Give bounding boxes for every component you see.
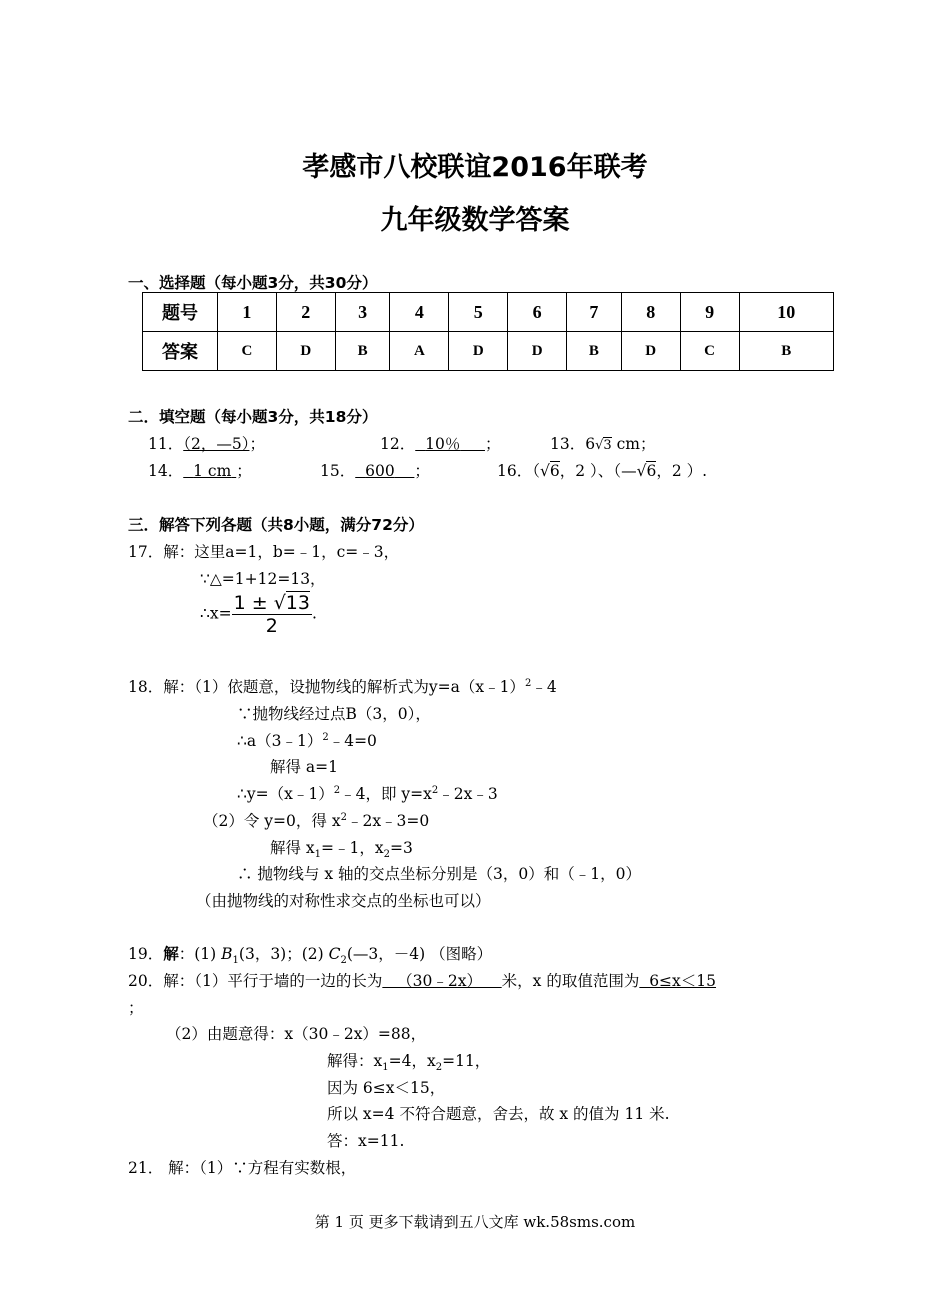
- table-cell-answer: B: [739, 332, 833, 371]
- q20-line4: 因为 6≤x＜15，: [327, 1079, 446, 1097]
- table-header-answer: 答案: [143, 332, 218, 371]
- q20-line1-end: ；: [128, 999, 144, 1017]
- q18-line5: ∴y=（x﹣1）$^2$﹣4，即 $y=x^2﹣2x﹣3$: [237, 784, 498, 803]
- table-row-numbers: [143, 293, 834, 332]
- q18-line4: 解得 a=1: [270, 758, 339, 776]
- q14-answer: 1 cm: [193, 462, 232, 480]
- table-cell-answer: D: [276, 332, 335, 371]
- fill-q15: 15． 600 ；: [320, 462, 430, 480]
- doc-title-line1: 孝感市八校联谊2016年联考: [302, 152, 648, 183]
- table-cell-answer: C: [680, 332, 739, 371]
- section2-heading: 二．填空题（每小题3分，共18分）: [128, 408, 378, 426]
- table-cell-number: 10: [739, 293, 833, 332]
- table-cell-number: 9: [680, 293, 739, 332]
- table-cell-number: 6: [508, 293, 567, 332]
- table-cell-answer: D: [449, 332, 508, 371]
- q18-line8: ∴ 抛物线与 x 轴的交点坐标分别是（3，0）和（﹣1，0）: [237, 865, 641, 883]
- table-row-answers: [143, 332, 834, 371]
- q20-line2: （2）由题意得：x（30﹣2x）=88，: [166, 1025, 427, 1043]
- q20-line6: 答：x=11.: [327, 1132, 405, 1150]
- table-cell-number: 3: [335, 293, 390, 332]
- fill-q12: 12． 10％ ；: [380, 435, 501, 453]
- q20-line1: 20．解：（1）平行于墙的一边的长为 （30﹣2x） 米，x 的取值范围为 6≤x＜15: [128, 972, 717, 990]
- table-header-number: 题号: [143, 293, 218, 332]
- table-cell-answer: D: [508, 332, 567, 371]
- q15-answer: 600: [365, 462, 395, 480]
- fill-q14: 14． 1 cm ；: [148, 462, 252, 480]
- table-cell-number: 2: [276, 293, 335, 332]
- q12-answer: 10％: [425, 435, 461, 453]
- fill-q13: 13．6√3 cm；: [550, 435, 656, 453]
- table-cell-number: 8: [621, 293, 680, 332]
- q17-line2: ∵△=1+12=13，: [200, 570, 326, 588]
- q18-line7: 解得 $x_1=﹣1$，$x_2=3$: [270, 839, 413, 861]
- table-cell-number: 1: [218, 293, 277, 332]
- answer-table: [142, 292, 834, 371]
- doc-title-line2: 九年级数学答案: [380, 205, 570, 236]
- q21-line1: 21． 解：（1）∵方程有实数根，: [128, 1159, 357, 1177]
- q17-line1: 17．解：这里a=1，b=﹣1，c=﹣3，: [128, 543, 400, 561]
- table-cell-answer: B: [567, 332, 622, 371]
- table-cell-number: 5: [449, 293, 508, 332]
- q20-line5: 所以 x=4 不符合题意，舍去，故 x 的值为 11 米.: [327, 1105, 670, 1123]
- table-cell-number: 7: [567, 293, 622, 332]
- q20-line3: 解得：$x_1=4$，$x_2=11$，: [327, 1052, 491, 1074]
- table-cell-number: 4: [390, 293, 449, 332]
- table-cell-answer: B: [335, 332, 390, 371]
- q11-answer: （2，—5）: [183, 435, 250, 453]
- q17-line3: ∴x= $\frac{1 \pm √13}{2}$ .: [200, 592, 317, 637]
- table-cell-answer: A: [390, 332, 449, 371]
- q18-line1: 18．解：（1）依题意，设抛物线的解析式为y=a（x﹣1）$^2$﹣4: [128, 677, 557, 696]
- fill-q11: 11．（2，—5）；: [148, 435, 265, 453]
- page-footer: 第 1 页 更多下载请到五八文库 wk.58sms.com: [314, 1213, 636, 1231]
- q19-line: 19．解：(1) $B_1(3$，3)；(2) $C_2(—3$，－4) （图略）: [128, 944, 493, 967]
- q18-line6: （2）令 y=0，得 $x^2﹣2x﹣3=0$: [203, 811, 430, 830]
- table-cell-answer: D: [621, 332, 680, 371]
- q18-line2: ∵抛物线经过点B（3，0），: [237, 705, 431, 723]
- q17-fraction: $\frac{1 \pm √13}{2}$: [233, 592, 310, 637]
- fill-q16: 16．（√6，2 ）、（—√6，2 ）.: [497, 462, 708, 480]
- section3-heading: 三．解答下列各题（共8小题，满分72分）: [128, 516, 424, 534]
- table-cell-answer: C: [218, 332, 277, 371]
- q18-line9: （由抛物线的对称性求交点的坐标也可以）: [196, 892, 491, 910]
- q18-line3: ∴a（3﹣1）$^2$﹣4=0: [237, 731, 377, 750]
- section1-heading: 一、选择题（每小题3分，共30分）: [128, 274, 378, 292]
